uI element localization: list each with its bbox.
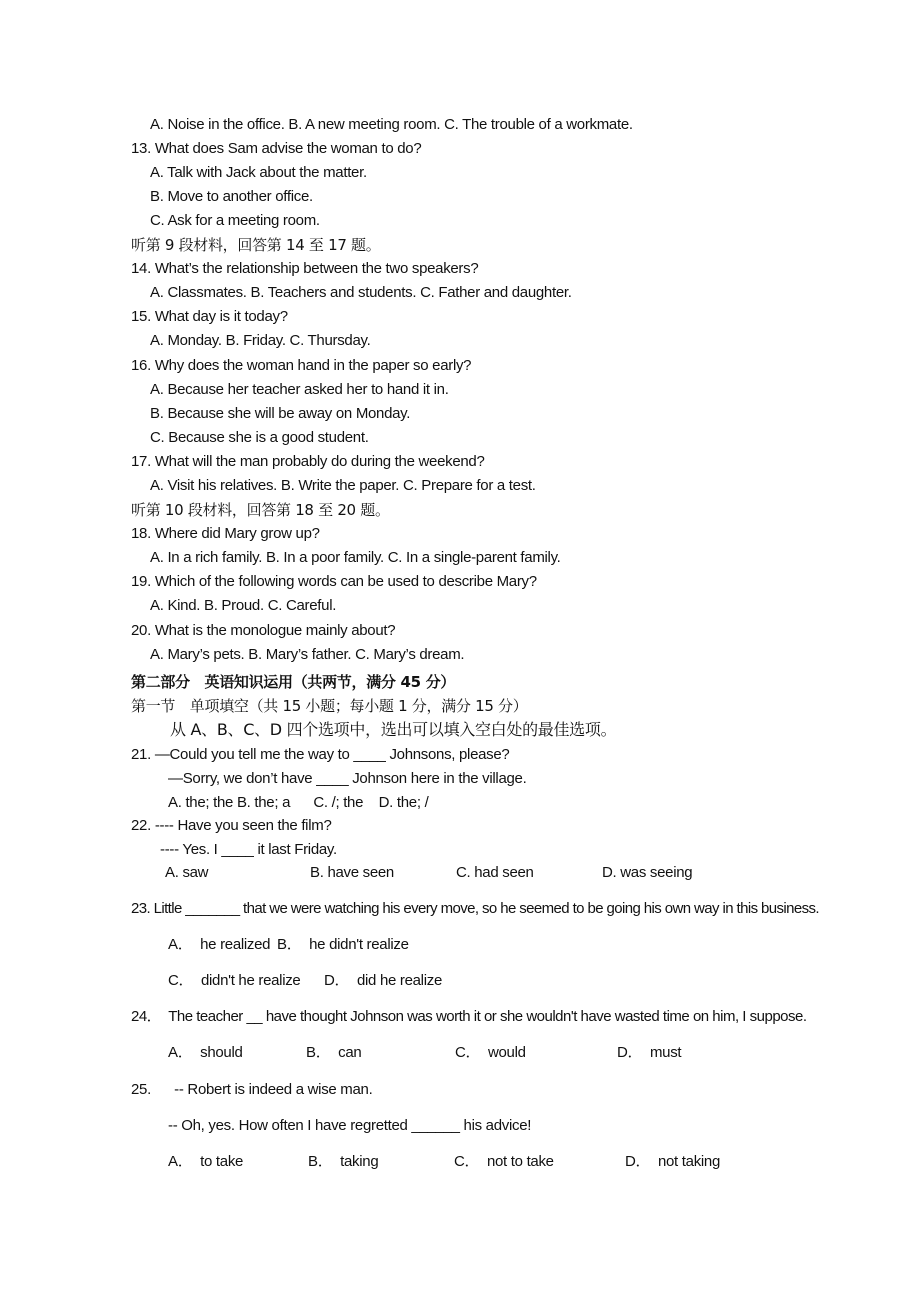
q22-reply: ---- Yes. I ____ it last Friday. bbox=[160, 841, 337, 858]
q21-question: 21. —Could you tell me the way to ____ Johnsons, please? bbox=[131, 746, 510, 763]
q16-question: 16. Why does the woman hand in the paper so early? bbox=[131, 357, 472, 374]
q20-options: A. Mary’s pets. B. Mary’s father. C. Mary’s dream. bbox=[150, 646, 465, 663]
q21-reply: —Sorry, we don’t have ____ Johnson here in the village. bbox=[168, 770, 527, 787]
q22-option-b: B. have seen bbox=[310, 864, 394, 881]
q18-options: A. In a rich family. B. In a poor family. C. In a single-parent family. bbox=[150, 549, 561, 566]
part-two-heading: 第二部分 英语知识运用（共两节，满分 45 分） bbox=[131, 673, 456, 691]
q22-option-a: A. saw bbox=[165, 864, 209, 881]
q13-option-b: B. Move to another office. bbox=[150, 188, 313, 205]
q13-option-c: C. Ask for a meeting room. bbox=[150, 212, 320, 229]
q13-option-a: A. Talk with Jack about the matter. bbox=[150, 164, 367, 181]
q24-option-b: B． can bbox=[306, 1044, 362, 1061]
q23-question: 23. Little _______ that we were watching his every move, so he seemed to be going his own way in this business. bbox=[131, 900, 820, 917]
section-one-instruction: 从 A、B、C、D 四个选项中，选出可以填入空白处的最佳选项。 bbox=[170, 720, 617, 739]
q15-options: A. Monday. B. Friday. C. Thursday. bbox=[150, 332, 371, 349]
q25-reply: -- Oh, yes. How often I have regretted ______ his advice! bbox=[168, 1117, 532, 1134]
q23-option-c: C． didn't he realize bbox=[168, 972, 301, 989]
q22-option-c: C. had seen bbox=[456, 864, 534, 881]
q22-option-d: D. was seeing bbox=[602, 864, 693, 881]
q24-option-a: A． should bbox=[168, 1044, 243, 1061]
q19-question: 19. Which of the following words can be used to describe Mary? bbox=[131, 573, 537, 590]
q13-question: 13. What does Sam advise the woman to do? bbox=[131, 140, 422, 157]
q24-option-d: D． must bbox=[617, 1044, 682, 1061]
q24-option-c: C． would bbox=[455, 1044, 526, 1061]
section-9-instruction: 听第 9 段材料，回答第 14 至 17 题。 bbox=[131, 236, 381, 254]
q24-question: 24． The teacher __ have thought Johnson was worth it or she wouldn't have wasted time on him, I suppose. bbox=[131, 1008, 807, 1025]
q18-question: 18. Where did Mary grow up? bbox=[131, 525, 320, 542]
q22-question: 22. ---- Have you seen the film? bbox=[131, 817, 332, 834]
q12-options: A. Noise in the office. B. A new meeting room. C. The trouble of a workmate. bbox=[150, 116, 633, 133]
q17-question: 17. What will the man probably do during the weekend? bbox=[131, 453, 485, 470]
section-10-instruction: 听第 10 段材料，回答第 18 至 20 题。 bbox=[131, 501, 390, 519]
q23-option-d: D． did he realize bbox=[324, 972, 442, 989]
q20-question: 20. What is the monologue mainly about? bbox=[131, 622, 396, 639]
q16-option-a: A. Because her teacher asked her to hand it in. bbox=[150, 381, 449, 398]
q25-option-c: C． not to take bbox=[454, 1153, 554, 1170]
q25-option-b: B． taking bbox=[308, 1153, 379, 1170]
q19-options: A. Kind. B. Proud. C. Careful. bbox=[150, 597, 337, 614]
q16-option-b: B. Because she will be away on Monday. bbox=[150, 405, 411, 422]
section-one-heading: 第一节 单项填空（共 15 小题；每小题 1 分，满分 15 分） bbox=[131, 697, 528, 715]
q17-options: A. Visit his relatives. B. Write the paper. C. Prepare for a test. bbox=[150, 477, 536, 494]
q14-options: A. Classmates. B. Teachers and students. C. Father and daughter. bbox=[150, 284, 572, 301]
q21-options: A. the; the B. the; a C. /; the D. the; / bbox=[168, 794, 429, 811]
q25-option-d: D． not taking bbox=[625, 1153, 721, 1170]
q25-question: 25. -- Robert is indeed a wise man. bbox=[131, 1081, 373, 1098]
q25-option-a: A． to take bbox=[168, 1153, 244, 1170]
q16-option-c: C. Because she is a good student. bbox=[150, 429, 369, 446]
q14-question: 14. What’s the relationship between the two speakers? bbox=[131, 260, 479, 277]
q23-option-b: B． he didn't realize bbox=[277, 936, 409, 953]
q23-option-a: A． he realized bbox=[168, 936, 271, 953]
q15-question: 15. What day is it today? bbox=[131, 308, 288, 325]
